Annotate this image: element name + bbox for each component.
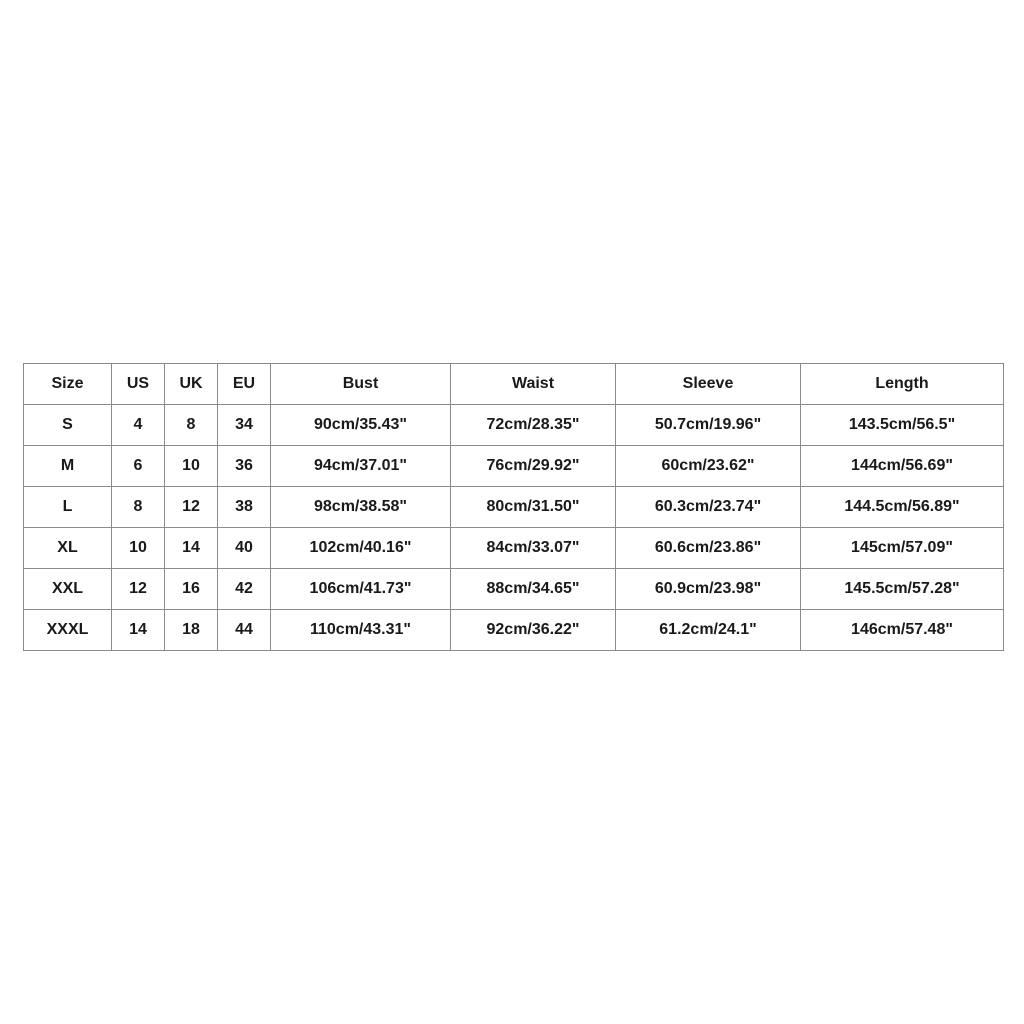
table-row: [24, 610, 1004, 651]
cell-us: 14: [112, 610, 165, 651]
cell-eu: 38: [218, 487, 271, 528]
column-header-us: US: [112, 364, 165, 405]
cell-us: 6: [112, 446, 165, 487]
cell-bust: 98cm/38.58": [271, 487, 451, 528]
cell-size: L: [24, 487, 112, 528]
cell-size: XXXL: [24, 610, 112, 651]
cell-bust: 106cm/41.73": [271, 569, 451, 610]
cell-uk: 12: [165, 487, 218, 528]
cell-waist: 72cm/28.35": [451, 405, 616, 446]
cell-eu: 42: [218, 569, 271, 610]
table-header-row: [24, 364, 1004, 405]
column-header-size: Size: [24, 364, 112, 405]
cell-us: 12: [112, 569, 165, 610]
table-row: [24, 487, 1004, 528]
column-header-length: Length: [801, 364, 1004, 405]
cell-uk: 18: [165, 610, 218, 651]
cell-uk: 8: [165, 405, 218, 446]
cell-uk: 10: [165, 446, 218, 487]
table-row: [24, 528, 1004, 569]
cell-waist: 88cm/34.65": [451, 569, 616, 610]
table-row: [24, 446, 1004, 487]
cell-length: 146cm/57.48": [801, 610, 1004, 651]
cell-eu: 34: [218, 405, 271, 446]
cell-size: XL: [24, 528, 112, 569]
cell-size: S: [24, 405, 112, 446]
cell-uk: 14: [165, 528, 218, 569]
column-header-sleeve: Sleeve: [616, 364, 801, 405]
column-header-waist: Waist: [451, 364, 616, 405]
cell-eu: 40: [218, 528, 271, 569]
size-chart-table: [23, 363, 1004, 651]
column-header-bust: Bust: [271, 364, 451, 405]
cell-bust: 110cm/43.31": [271, 610, 451, 651]
cell-waist: 80cm/31.50": [451, 487, 616, 528]
cell-sleeve: 60.6cm/23.86": [616, 528, 801, 569]
cell-sleeve: 60cm/23.62": [616, 446, 801, 487]
cell-us: 4: [112, 405, 165, 446]
cell-eu: 36: [218, 446, 271, 487]
cell-size: M: [24, 446, 112, 487]
size-chart: [23, 363, 1003, 648]
cell-length: 144cm/56.69": [801, 446, 1004, 487]
cell-bust: 102cm/40.16": [271, 528, 451, 569]
cell-length: 144.5cm/56.89": [801, 487, 1004, 528]
cell-eu: 44: [218, 610, 271, 651]
cell-bust: 90cm/35.43": [271, 405, 451, 446]
column-header-eu: EU: [218, 364, 271, 405]
cell-waist: 84cm/33.07": [451, 528, 616, 569]
cell-waist: 76cm/29.92": [451, 446, 616, 487]
column-header-uk: UK: [165, 364, 218, 405]
cell-length: 145cm/57.09": [801, 528, 1004, 569]
cell-sleeve: 60.3cm/23.74": [616, 487, 801, 528]
cell-waist: 92cm/36.22": [451, 610, 616, 651]
cell-bust: 94cm/37.01": [271, 446, 451, 487]
cell-length: 145.5cm/57.28": [801, 569, 1004, 610]
cell-size: XXL: [24, 569, 112, 610]
table-row: [24, 405, 1004, 446]
cell-uk: 16: [165, 569, 218, 610]
cell-sleeve: 60.9cm/23.98": [616, 569, 801, 610]
cell-sleeve: 50.7cm/19.96": [616, 405, 801, 446]
table-row: [24, 569, 1004, 610]
cell-us: 8: [112, 487, 165, 528]
cell-us: 10: [112, 528, 165, 569]
cell-sleeve: 61.2cm/24.1": [616, 610, 801, 651]
cell-length: 143.5cm/56.5": [801, 405, 1004, 446]
